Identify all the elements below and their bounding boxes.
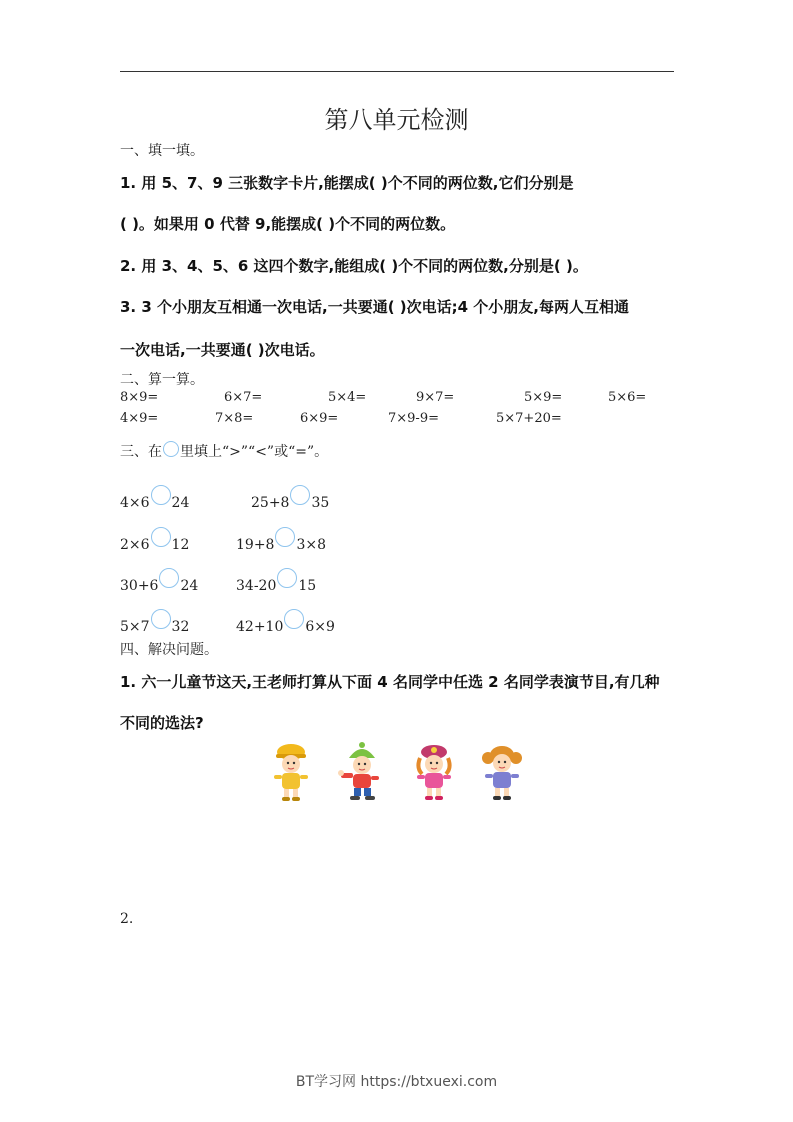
compare-left: 5×7 — [120, 619, 150, 635]
section-heading-calc: 二、算一算。 — [120, 372, 204, 388]
calc-item: 9×7= — [416, 390, 455, 405]
question-1-2: 2. 用 3、4、5、6 这四个数字,能组成( )个不同的两位数,分别是( )。 — [120, 257, 588, 275]
calc-item: 8×9= — [120, 390, 159, 405]
child-green-hat-icon — [337, 742, 387, 802]
compare-item — [120, 568, 198, 594]
page-title: 第八单元检测 — [324, 106, 469, 134]
compare-left: 19+8 — [236, 537, 275, 553]
problem-2: 2. — [120, 911, 134, 927]
calc-item: 6×9= — [300, 411, 339, 426]
compare-right: 24 — [171, 495, 190, 511]
compare-item — [120, 485, 189, 511]
answer-circle[interactable] — [151, 527, 171, 547]
compare-item — [120, 527, 189, 553]
compare-left: 2×6 — [120, 537, 150, 553]
calc-item: 5×7+20= — [496, 411, 562, 426]
heading-post: 里填上“>”“<”或“=”。 — [180, 444, 329, 460]
compare-right: 6×9 — [305, 619, 335, 635]
calc-item: 7×8= — [215, 411, 254, 426]
problem-1-line1: 1. 六一儿童节这天,王老师打算从下面 4 名同学中任选 2 名同学表演节目,有几种 — [120, 673, 660, 691]
answer-circle[interactable] — [151, 609, 171, 629]
question-1-1-line1: 1. 用 5、7、9 三张数字卡片,能摆成( )个不同的两位数,它们分别是 — [120, 174, 574, 192]
calc-item: 6×7= — [224, 390, 263, 405]
compare-left: 42+10 — [236, 619, 284, 635]
compare-left: 4×6 — [120, 495, 150, 511]
compare-left: 34-20 — [236, 578, 277, 594]
compare-right: 32 — [171, 619, 190, 635]
question-1-3-line1: 3. 3 个小朋友互相通一次电话,一共要通( )次电话;4 个小朋友,每两人互相通 — [120, 298, 630, 316]
heading-pre: 三、在 — [120, 444, 162, 460]
answer-circle[interactable] — [277, 568, 297, 588]
compare-right: 24 — [180, 578, 199, 594]
question-1-3-line2: 一次电话,一共要通( )次电话。 — [120, 341, 325, 359]
answer-circle[interactable] — [151, 485, 171, 505]
calc-item: 5×4= — [328, 390, 367, 405]
section-heading-problems: 四、解决问题。 — [120, 642, 218, 658]
child-pigtails-icon — [479, 742, 525, 802]
header-rule — [120, 71, 674, 72]
compare-left: 30+6 — [120, 578, 159, 594]
calc-item: 5×9= — [524, 390, 563, 405]
compare-item — [251, 485, 329, 511]
problem-1-line2: 不同的选法? — [120, 714, 204, 732]
answer-circle[interactable] — [284, 609, 304, 629]
section-heading-fill: 一、填一填。 — [120, 143, 204, 159]
answer-circle[interactable] — [159, 568, 179, 588]
compare-left: 25+8 — [251, 495, 290, 511]
calc-item: 7×9-9= — [388, 411, 439, 426]
compare-right: 12 — [171, 537, 190, 553]
calc-item: 4×9= — [120, 411, 159, 426]
question-1-1-line2: ( )。如果用 0 代替 9,能摆成( )个不同的两位数。 — [120, 215, 456, 233]
footer-watermark: BT学习网 https://btxuexi.com — [295, 1074, 498, 1090]
compare-item — [120, 609, 189, 635]
compare-item — [236, 609, 335, 635]
answer-circle[interactable] — [275, 527, 295, 547]
calc-item: 5×6= — [608, 390, 647, 405]
child-pink-cap-icon — [411, 742, 457, 802]
section-heading-compare — [120, 441, 328, 461]
compare-right: 3×8 — [296, 537, 326, 553]
compare-item — [236, 527, 326, 553]
compare-right: 15 — [298, 578, 317, 594]
compare-right: 35 — [311, 495, 330, 511]
answer-circle[interactable] — [290, 485, 310, 505]
compare-item — [236, 568, 316, 594]
answer-circle-icon — [163, 441, 179, 457]
child-yellow-hat-icon — [268, 742, 314, 802]
